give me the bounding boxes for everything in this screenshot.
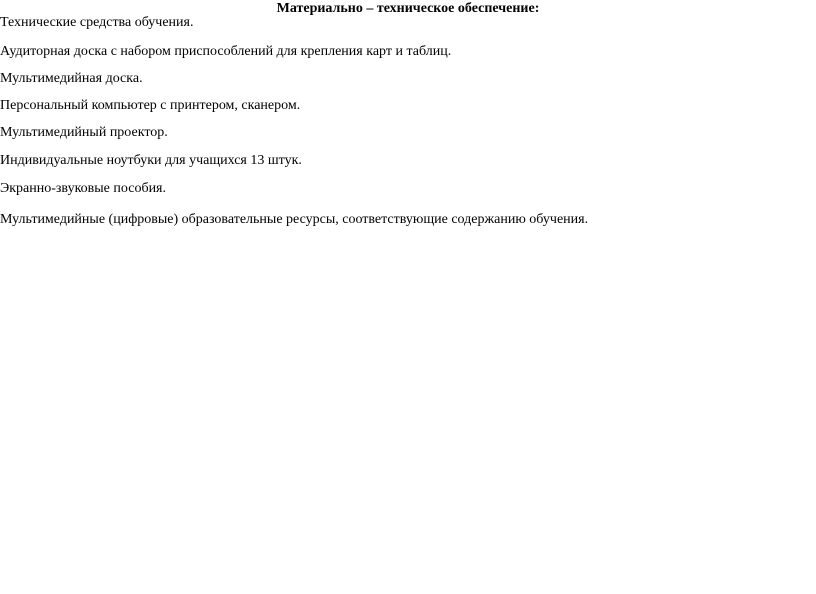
document-title: Материально – техническое обеспечение: [276, 1, 540, 16]
document-line-8: Мультимедийные (цифровые) образовательные ресурсы, соответствующие содержанию обучения. [0, 212, 589, 227]
document-line-5: Мультимедийный проектор. [0, 125, 168, 140]
document-line-7: Экранно-звуковые пособия. [0, 181, 166, 196]
document-line-4: Персональный компьютер с принтером, сканером. [0, 98, 301, 113]
document-line-6: Индивидуальные ноутбуки для учащихся 13 штук. [0, 153, 302, 168]
document-line-3: Мультимедийная доска. [0, 71, 143, 86]
document-line-1: Технические средства обучения. [0, 15, 194, 30]
document-line-2: Аудиторная доска с набором приспособлений для крепления карт и таблиц. [0, 44, 452, 59]
